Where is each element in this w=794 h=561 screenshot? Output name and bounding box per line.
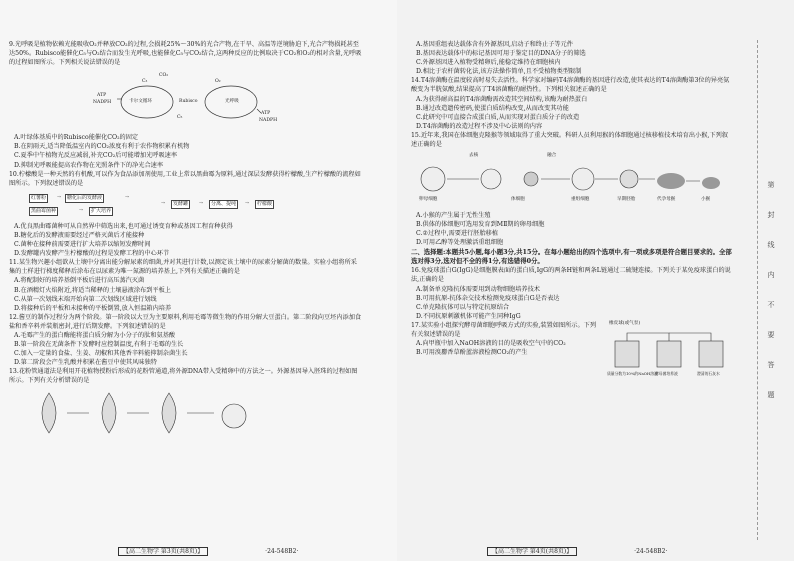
right-column — [411, 40, 734, 536]
figure-yeast-label: 酵母菌培养液 — [655, 370, 678, 376]
cloning-baby-label: 小猴 — [701, 197, 711, 203]
q9-option-b: B.在阴雨天,适当降低温室内的CO₂浓度有利于农作物积累有机物 — [14, 143, 190, 151]
diagram-rubisco-label: Rubisco — [179, 99, 198, 105]
q16-option-b: B.可用抗原-抗体杂交技术检测免疫球蛋白G是否表达 — [416, 294, 560, 302]
q13-option-c: C.外源基因进入植物受精卵后,能稳定维持在细胞核内 — [416, 59, 561, 67]
q9-stem: 9.光呼吸是植物依赖光能吸收O₂并释放CO₂的过程,会损耗25%～30%的光合产物,在干旱、高温等逆境胁迫下,光合产物损耗甚至达50%。Rubisco能催化C₅与O₂结合而发生光呼吸,也能催化C₅与CO₂结合,这两种反应的比例取决于CO₂和O₂的相对含量,光呼吸的过程如图所示。下列相关说法错误的是 — [9, 41, 362, 67]
binding-char: 第 — [767, 181, 775, 189]
q15-option-b: B.供体的体细胞可选用发育到MⅡ期的卵母细胞 — [416, 221, 545, 229]
q13-stem: 13.花粉管通道法是利用开花植物授粉后形成的花粉管通道,将外源DNA带入受精卵中的方法之一。外源基因导入胚珠的过程如图所示。下列有关分析错误的是 — [9, 368, 358, 385]
right-page-footer — [487, 548, 667, 556]
q12-option-b: B.第一阶段在无菌条件下发酵时应控制温度,有利于毛霉的生长 — [14, 341, 184, 349]
flow-arrow-2: → — [125, 194, 129, 200]
q15-stem: 15.近年来,我国在体细胞克隆猴等领域取得了重大突破。科研人员利用猴的体细胞通过核移植技术培育出小猴,下列叙述正确的是 — [411, 131, 728, 149]
q17-block — [411, 320, 734, 376]
cloning-reconstructed-label: 重组细胞 — [571, 197, 590, 203]
diagram-photorespiration-label: 光呼吸 — [225, 99, 239, 105]
q15-option-c: C.②过程中,需要进行胚胎移植 — [416, 230, 499, 238]
flow-step-7: 柠檬酸 — [257, 200, 273, 207]
diagram-atp-label: ATP — [97, 93, 107, 99]
cloning-drawing — [411, 155, 731, 199]
q9-option-c: C.夏季中午植物光反应减弱,补充CO₂后可能增加光呼吸速率 — [14, 152, 178, 160]
pollen-tube-drawing — [9, 388, 309, 438]
exam-page-right — [397, 0, 794, 561]
q13-option-a: A.基因重组表达载体含有外源基因,启动子和终止子等元件 — [416, 41, 573, 48]
q12-option-d: D.第二阶段会产生乳酸并积累在酱豆中使其风味独特 — [14, 359, 157, 367]
flow-step-5: 发酵罐 — [173, 200, 189, 207]
flow-step-6: 分离、提纯 — [211, 200, 237, 207]
binding-char: 线 — [767, 241, 775, 249]
pollen-tube-figure — [9, 388, 363, 438]
q14-stem: 14.T4溶菌酶在温度较高时易失去活性。科学家对编码T4溶菌酶的基因进行改造,使其表达的T4溶菌酶第3位的异亮氨酸变为半胱氨酸,结果提高了T4溶菌酶的耐热性。下列相关叙述正确的是 — [411, 77, 730, 94]
left-footer-code: ·24-548B2· — [265, 548, 299, 555]
cloning-figure — [411, 151, 734, 209]
binding-char: 要 — [767, 331, 775, 339]
figure-limewater-label: 澄清的石灰水 — [697, 370, 720, 376]
diagram-nadph-label: NADPH — [93, 100, 112, 106]
cloning-surrogate-label: 代孕母猴 — [657, 197, 676, 203]
q16-option-d: D.不同抗原刺激机体可能产生同种IgG — [416, 312, 521, 320]
flow-arrow-3: → — [79, 207, 83, 213]
binding-char: 答 — [767, 361, 775, 369]
binding-margin-note — [766, 170, 776, 410]
left-column — [9, 40, 363, 536]
right-footer-label: 【高二生物学 第4页(共8页)】 — [487, 547, 577, 556]
cloning-oocyte-label: 卵母细胞 — [419, 197, 438, 203]
q12-option-c: C.加入一定量的食盐、生姜、胡椒和其他香辛料能抑制杂菌生长 — [14, 350, 188, 358]
q9-option-d: D.抑制光呼吸能提高农作物在光照条件下的净光合速率 — [14, 161, 164, 169]
q17-stem: 17.某实验小组探究酵母菌细胞呼吸方式的实验,装置如图所示。下列有关叙述错误的是 — [411, 321, 597, 338]
q12-option-a: A.毛霉产生的蛋白酶能将蛋白质分解为小分子的肽和氨基酸 — [14, 331, 176, 339]
q10-option-a: A.优良黑曲霉菌种可从自然界中筛选出来,也可通过诱变育种或基因工程育种获得 — [14, 222, 233, 230]
q14-option-d: D.T4溶菌酶的改造过程不涉及中心法则的内容 — [416, 122, 543, 130]
q11-option-d: D.将接种后的平板和未接种的平板倒置,放入恒温箱内培养 — [14, 304, 172, 312]
q14-option-a: A.为获得耐高温的T4溶菌酶需改造其空间结构,该酶为耐热蛋白 — [416, 95, 588, 103]
q10-option-d: D.发酵罐内发酵产生柠檬酸的过程是发酵工程的中心环节 — [14, 250, 170, 258]
section-two-header: 二、选择题:本题共5小题,每小题3分,共15分。在每小题给出的四个选项中,有一项或多项是符合题目要求的。全部选对得3分,选对但不全的得1分,有选错得0分。 — [411, 247, 732, 265]
q9-option-a: A.叶绿体基质中的Rubisco能催化CO₂的固定 — [14, 134, 139, 142]
q11-option-c: C.从第一次划线末端开始向第二次划线区域进行划线 — [14, 295, 157, 303]
binding-line — [757, 40, 758, 540]
citric-acid-flow-diagram — [9, 190, 363, 220]
q15-option-d: D.可用乙醇等处理激活重组细胞 — [416, 239, 504, 247]
flow-step-1: 红薯粉 — [31, 194, 47, 201]
flow-step-4: 扩大培养 — [91, 207, 112, 214]
cloning-enucleate-label: 去核 — [469, 153, 479, 159]
q10-option-b: B.糖化后的发酵液需要经过严格灭菌后才能接种 — [14, 231, 145, 239]
figure-naoh-label: 质量分数为10%的NaOH溶液 — [607, 370, 658, 376]
flow-arrow-4: → — [161, 200, 165, 206]
binding-char: 封 — [767, 211, 775, 219]
q14-option-c: C.此研究中可直接合成蛋白质,从而实现对蛋白质分子的改造 — [416, 113, 580, 121]
q11-option-b: B.在酒精灯火焰附近,将适当稀释的土壤悬液涂布到平板上 — [14, 286, 171, 294]
diagram-atp2-label: ATP — [261, 111, 271, 117]
q17-option-a: A.向甲瓶中加入NaOH溶液的目的是吸收空气中的CO₂ — [416, 340, 566, 348]
q11-stem: 11.某生物兴趣小组欲从土壤中分离出能分解尿素的细菌,并对其进行计数,以测定该土壤中的尿素分解菌的数量。实验小组将所采集的土样进行梯度稀释后涂布在以尿素为唯一氮源的培养基上,下列有关描述正确的是 — [9, 259, 357, 276]
binding-char: 不 — [767, 301, 775, 309]
q17-option-b: B.可用溴麝香草酚蓝溶液检测CO₂的产生 — [416, 349, 528, 357]
q10-stem: 10.柠檬酸是一种天然的有机酸,可以作为食品添加剂使用,工业上常以黑曲霉为原料,通过深层发酵获得柠檬酸,生产柠檬酸的流程如图所示。下列叙述错误的是 — [9, 170, 361, 187]
cloning-fusion-label: 融合 — [547, 153, 557, 159]
q13-option-d: D.相比于农杆菌转化法,该方法操作简单,且不受植物类型限制 — [416, 68, 582, 76]
q16-stem: 16.免疫球蛋白G(IgG)是细胞膜表面的蛋白质,IgG的两条H链和两条L链通过二硫键连接。下列关于某免疫球蛋白的说法,正确的是 — [411, 267, 731, 284]
q11-option-a: A.将配制好的培养基倒平板后进行高压蒸汽灭菌 — [14, 277, 145, 285]
q10-option-c: C.菌种在接种前需要进行扩大培养以缩短发酵时间 — [14, 241, 151, 249]
left-page-footer — [118, 548, 298, 556]
cloning-somatic-label: 体细胞 — [511, 197, 525, 203]
q14-option-b: B.通过改造遗传密码,使蛋白质结构改变,从而改变其功能 — [416, 104, 569, 112]
diagram-c5-label: C₅ — [177, 115, 183, 121]
figure-pump-label: 橡皮球(或气泵) — [609, 320, 641, 326]
flow-arrow-1: → — [57, 194, 61, 200]
flask-drawing — [607, 329, 733, 371]
right-footer-code: ·24-548B2· — [634, 548, 668, 555]
flow-arrow-5: → — [199, 200, 203, 206]
binding-char: 题 — [767, 391, 775, 399]
diagram-nadph2-label: NADPH — [259, 118, 278, 124]
diagram-arrows — [9, 69, 309, 131]
photorespiration-diagram — [9, 69, 363, 131]
q12-stem: 12.酱豆的制作过程分为两个阶段。第一阶段以大豆为主要原料,利用毛霉等微生物的作用分解大豆蛋白。第二阶段向豆坯内添加食盐和香辛料并装瓶密封,进行后期发酵。下列叙述错误的是 — [9, 313, 362, 330]
diagram-co2-label: CO₂ — [159, 73, 169, 79]
q16-option-a: A.制备单克隆抗体需要用到动物细胞培养技术 — [416, 285, 540, 293]
left-footer-label: 【高二生物学 第3页(共8页)】 — [118, 547, 208, 556]
flow-step-2: 糖化后的发酵液 — [67, 194, 103, 201]
diagram-o2-label: O₂ — [215, 79, 221, 85]
diagram-calvin-label: 卡尔文循环 — [129, 99, 152, 105]
flow-step-3: 黑曲霉菌种 — [31, 207, 57, 214]
diagram-c3-label: C₃ — [142, 79, 148, 85]
q13-option-b: B.基因表达载体中的标记基因可用于鉴定目的DNA分子的筛选 — [416, 50, 586, 58]
cloning-embryo-label: 早期胚胎 — [617, 197, 636, 203]
q16-option-c: C.单克隆抗体可以与特定抗原结合 — [416, 303, 510, 311]
yeast-respiration-figure — [607, 321, 733, 381]
flow-arrow-6: → — [245, 200, 249, 206]
q15-option-a: A.小猴的产生属于无性生殖 — [416, 212, 491, 220]
binding-char: 内 — [767, 271, 775, 279]
